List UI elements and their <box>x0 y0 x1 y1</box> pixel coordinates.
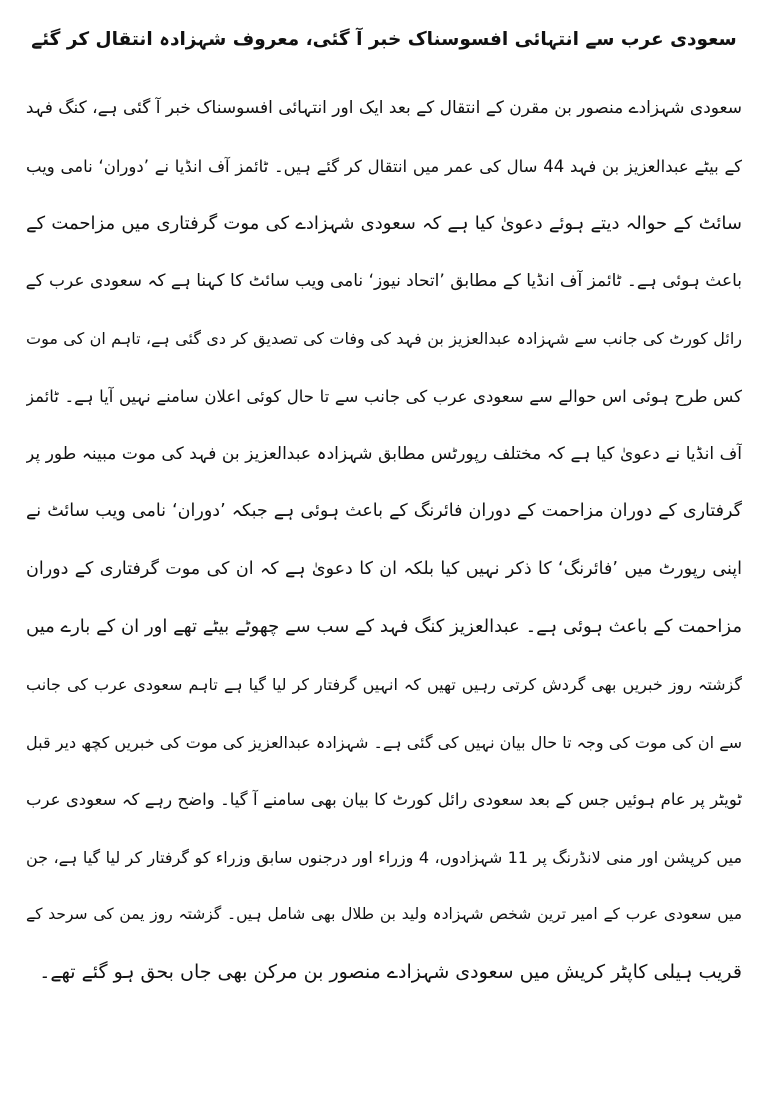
article-line: گزشتہ روز خبریں بھی گردش کرتی رہیں تھیں کہ انہیں گرفتار کر لیا گیا ہے تاہم سعودی عرب کی جانب <box>26 674 742 694</box>
article-line: اپنی رپورٹ میں ’فائرنگ‘ کا ذکر نہیں کیا بلکہ ان کا دعویٰ ہے کہ ان کی موت گرفتاری کے دوران <box>26 558 742 579</box>
article-line: کے بیٹے عبدالعزیز بن فہد 44 سال کی عمر میں انتقال کر گئے ہیں۔ ٹائمز آف انڈیا نے ’دوران‘ نامی ویب <box>26 156 742 176</box>
article-line: کس طرح ہوئی اس حوالے سے سعودی عرب کی جانب سے تا حال کوئی اعلان سامنے نہیں آیا ہے۔ ٹائمز <box>26 386 742 406</box>
article-line: باعث ہوئی ہے۔ ٹائمز آف انڈیا کے مطابق ’اتحاد نیوز‘ نامی ویب سائٹ کا کہنا ہے کہ سعودی عرب کے <box>26 270 742 291</box>
article-line: میں کرپشن اور منی لانڈرنگ پر 11 شہزادوں، 4 وزراء اور درجنوں سابق وزراء کو گرفتار کر لیا گیا ہے، جن <box>26 847 742 867</box>
article-line: گرفتاری کے دوران مزاحمت کے دوران فائرنگ کے باعث ہوئی ہے جبکہ ’دوران‘ نامی ویب سائٹ نے <box>26 501 742 522</box>
article-body <box>26 80 742 1002</box>
article-line: ٹویٹر پر عام ہوئیں جس کے بعد سعودی رائل کورٹ کا بیان بھی سامنے آ گیا۔ واضح رہے کہ سعودی عرب <box>26 790 742 810</box>
article-line-last: قریب ہیلی کاپٹر کریش میں سعودی شہزادے منصور بن مرکن بھی جاں بحق ہو گئے تھے۔ <box>39 960 742 983</box>
article-line: رائل کورٹ کی جانب سے شہزادہ عبدالعزیز بن فہد کی وفات کی تصدیق کر دی گئی ہے، تاہم ان کی موت <box>26 329 742 349</box>
article-line: مزاحمت کے باعث ہوئی ہے۔ عبدالعزیز کنگ فہد کے سب سے چھوٹے بیٹے تھے اور ان کے بارے میں <box>26 616 742 638</box>
article-line: میں سعودی عرب کے امیر ترین شخص شہزادہ ولید بن طلال بھی شامل ہیں۔ گزشتہ روز یمن کی سرحد کے <box>26 905 742 924</box>
article-line: سعودی شہزادے منصور بن مقرن کے انتقال کے بعد ایک اور انتہائی افسوسناک خبر آ گئی ہے، کنگ فہد <box>26 98 742 118</box>
article-headline: سعودی عرب سے انتہائی افسوسناک خبر آ گئی، معروف شہزادہ انتقال کر گئے <box>31 29 737 50</box>
article-line: آف انڈیا نے دعویٰ کیا ہے کہ مختلف رپورٹس مطابق شہزادہ عبدالعزیز بن فہد کی موت مبینہ طور پر <box>26 443 742 464</box>
article-line: سائٹ کے حوالہ دیتے ہوئے دعویٰ کیا ہے کہ سعودی شہزادے کی موت گرفتاری میں مزاحمت کے <box>26 213 742 235</box>
article-line: سے ان کی موت کی وجہ تا حال بیان نہیں کی گئی ہے۔ شہزادہ عبدالعزیز کی موت کی خبریں کچھ دیر قبل <box>26 732 742 752</box>
